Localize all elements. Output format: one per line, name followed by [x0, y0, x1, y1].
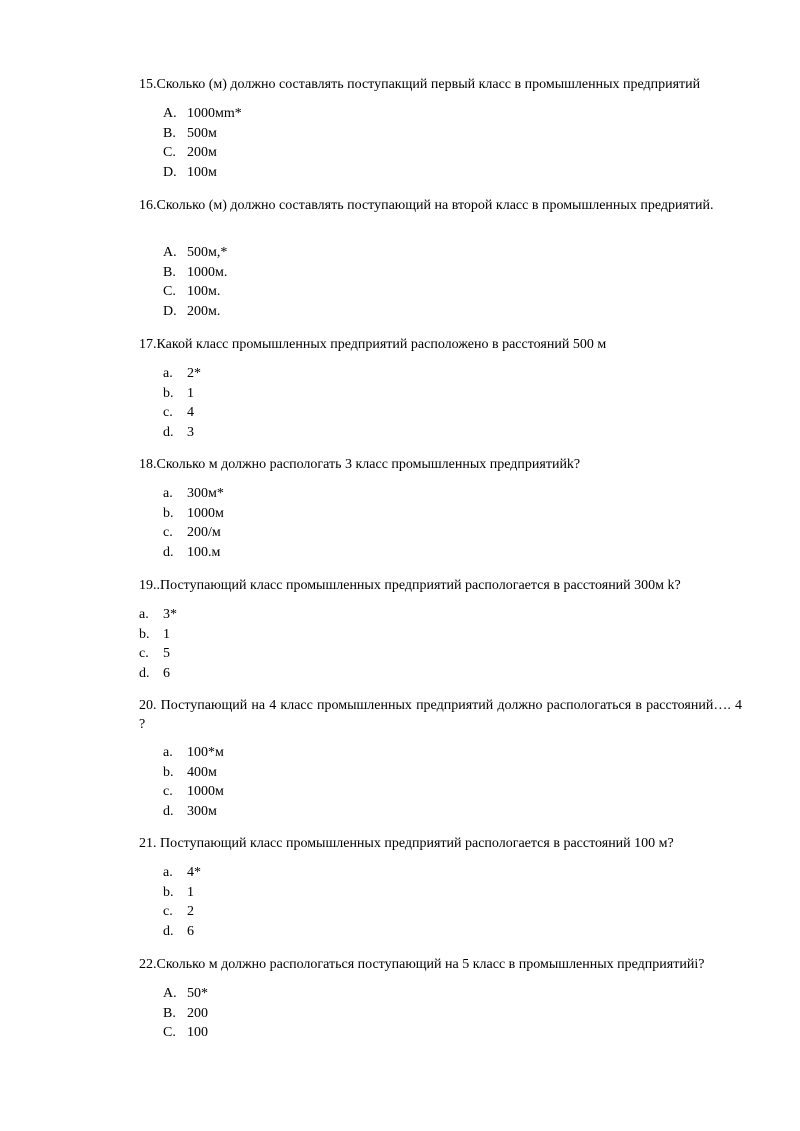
question-text: 18.Сколько м должно распологать 3 класс промышленных предприятийk? [139, 457, 581, 472]
option-text: 3 [187, 424, 194, 440]
option-marker: c. [163, 784, 173, 799]
option-text: 4 [187, 405, 194, 420]
question-15 [139, 75, 742, 94]
option [163, 384, 201, 404]
option-marker: A. [163, 245, 177, 260]
option-marker: a. [163, 366, 173, 381]
option [139, 605, 177, 625]
option [163, 863, 201, 883]
option-text: 200 [187, 1005, 208, 1021]
question-text: 21. Поступающий класс промышленных предприятий распологается в расстояний 100 м? [139, 836, 674, 851]
option [139, 664, 177, 684]
option [163, 782, 224, 802]
option [163, 423, 201, 443]
question-22 [139, 955, 742, 974]
options-21 [163, 863, 201, 941]
options-18 [163, 484, 224, 562]
options-16 [163, 243, 227, 321]
option-text: 200/м [187, 525, 221, 540]
option-text: 300м* [187, 486, 224, 501]
question-19 [139, 576, 742, 595]
question-text: 22.Сколько м должно распологаться поступающий на 5 класс в промышленных предприятийi? [139, 957, 705, 972]
option-marker: C. [163, 284, 176, 299]
question-16 [139, 196, 742, 215]
option [163, 1004, 208, 1024]
option-text: 1000м [187, 505, 224, 521]
question-text: 15.Сколько (м) должно составлять поступакщий первый класс в промышленных предприятий [139, 77, 701, 92]
option-text: 50* [187, 986, 208, 1001]
option-text: 1 [163, 626, 170, 642]
option-marker: d. [163, 803, 174, 819]
option [163, 124, 242, 144]
option-marker: d. [163, 424, 174, 440]
options-20 [163, 743, 224, 821]
option-marker: a. [163, 486, 173, 501]
option [139, 625, 177, 645]
option [139, 644, 177, 664]
option-text: 6 [187, 923, 194, 939]
option-marker: c. [139, 646, 149, 661]
option-marker: B. [163, 1005, 176, 1021]
option-text: 1 [187, 385, 194, 401]
option-marker: C. [163, 145, 176, 160]
option-text: 6 [163, 665, 170, 681]
option [163, 484, 224, 504]
question-text: 17.Какой класс промышленных предприятий расположено в расстояний 500 м [139, 337, 607, 352]
option-marker: B. [163, 264, 176, 280]
option-text: 400м [187, 764, 217, 780]
option-marker: b. [139, 626, 150, 642]
option-text: 5 [163, 646, 170, 661]
option-marker: b. [163, 505, 174, 521]
option-marker: A. [163, 106, 177, 121]
option-text: 2* [187, 366, 201, 381]
option [163, 922, 201, 942]
option [163, 543, 224, 563]
option [163, 743, 224, 763]
option-text: 200м. [187, 303, 221, 319]
option-text: 200м [187, 145, 217, 160]
option [163, 902, 201, 922]
option-text: 300м [187, 803, 217, 819]
option [163, 104, 242, 124]
option-marker: c. [163, 904, 173, 919]
question-text: 16.Сколько (м) должно составлять поступающий на второй класс в промышленных предриятий. [139, 198, 714, 213]
option-text: 1000м. [187, 264, 228, 280]
option-marker: d. [139, 665, 150, 681]
option-marker: D. [163, 164, 177, 180]
question-text: 19..Поступающий класс промышленных предприятий распологается в расстояний 300м k? [139, 578, 681, 593]
option [163, 504, 224, 524]
option-marker: a. [139, 607, 149, 622]
option [163, 282, 227, 302]
option [163, 883, 201, 903]
option-marker: a. [163, 745, 173, 760]
option-marker: d. [163, 923, 174, 939]
option-marker: B. [163, 125, 176, 141]
options-15 [163, 104, 242, 182]
option [163, 163, 242, 183]
option-text: 2 [187, 904, 194, 919]
option-marker: b. [163, 764, 174, 780]
option-text: 100 [187, 1025, 208, 1040]
option-marker: a. [163, 865, 173, 880]
option-marker: b. [163, 385, 174, 401]
option-text: 100м [187, 164, 217, 180]
option-marker: C. [163, 1025, 176, 1040]
option [163, 302, 227, 322]
option [163, 523, 224, 543]
options-19 [139, 605, 177, 683]
option-text: 500м,* [187, 245, 228, 260]
option-marker: c. [163, 525, 173, 540]
option-text: 4* [187, 865, 201, 880]
option-text: 1000мm* [187, 106, 242, 121]
question-21 [139, 834, 742, 853]
option [163, 984, 208, 1004]
option-marker: b. [163, 884, 174, 900]
option-marker: d. [163, 544, 174, 560]
option [163, 263, 227, 283]
option [163, 1023, 208, 1043]
options-22 [163, 984, 208, 1043]
question-text: 20. Поступающий на 4 класс промышленных предприятий должно распологаться в расстояний…. 4 ? [139, 698, 742, 732]
option [163, 763, 224, 783]
option-text: 1000м [187, 784, 224, 799]
options-17 [163, 364, 201, 442]
option [163, 243, 227, 263]
option-marker: A. [163, 986, 177, 1001]
option [163, 364, 201, 384]
option [163, 403, 201, 423]
option-text: 100*м [187, 745, 224, 760]
option-text: 3* [163, 607, 177, 622]
option [163, 143, 242, 163]
question-18 [139, 455, 742, 474]
question-20 [139, 696, 742, 734]
option-marker: c. [163, 405, 173, 420]
question-17 [139, 335, 742, 354]
option-marker: D. [163, 303, 177, 319]
option-text: 100.м [187, 544, 221, 560]
option-text: 100м. [187, 284, 221, 299]
option-text: 1 [187, 884, 194, 900]
option [163, 802, 224, 822]
option-text: 500м [187, 125, 217, 141]
